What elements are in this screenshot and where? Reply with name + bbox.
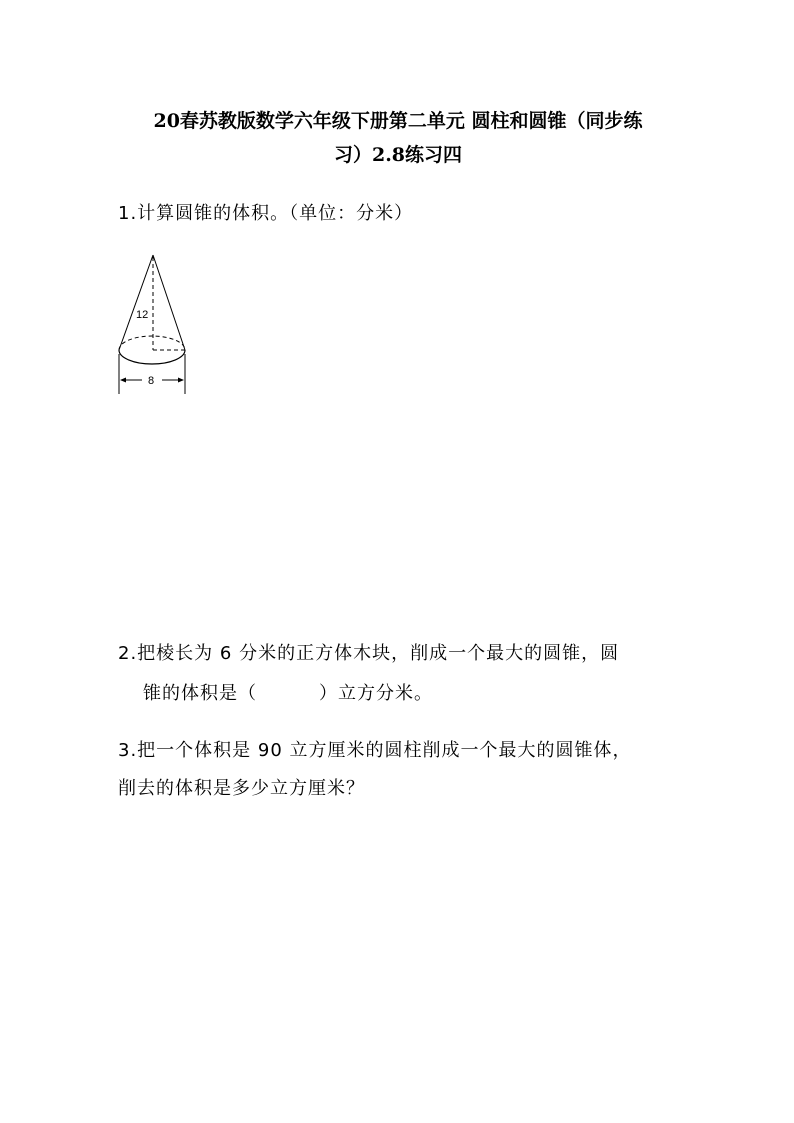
- cone-diameter-label: 8: [148, 375, 155, 387]
- question-2-line-1: 2.把棱长为 6 分米的正方体木块，削成一个最大的圆锥，圆: [118, 643, 620, 664]
- cone-left-side: [119, 255, 153, 350]
- cone-base-front: [119, 350, 185, 364]
- question-3-line-2: 削去的体积是多少立方厘米？: [118, 778, 365, 799]
- dimension-arrow-right: [178, 378, 184, 383]
- question-2-text-before-blank: 锥的体积是（: [143, 683, 257, 704]
- cone-figure: [112, 248, 194, 398]
- title-line-1: 20春苏教版数学六年级下册第二单元 圆柱和圆锥（同步练: [153, 110, 643, 132]
- cone-height-label: 12: [136, 309, 149, 321]
- question-3-line-1: 3.把一个体积是 90 立方厘米的圆柱削成一个最大的圆锥体，: [118, 740, 632, 761]
- cone-base-back: [119, 336, 185, 350]
- dimension-arrow-left: [120, 378, 126, 383]
- question-1-text: 1.计算圆锥的体积。（单位：分米）: [118, 203, 414, 224]
- page-title: [118, 104, 678, 172]
- question-2-line-2: [143, 684, 433, 704]
- title-line-2: 习）2.8练习四: [333, 144, 463, 166]
- question-2-text-after-blank: ）立方分米。: [319, 683, 433, 704]
